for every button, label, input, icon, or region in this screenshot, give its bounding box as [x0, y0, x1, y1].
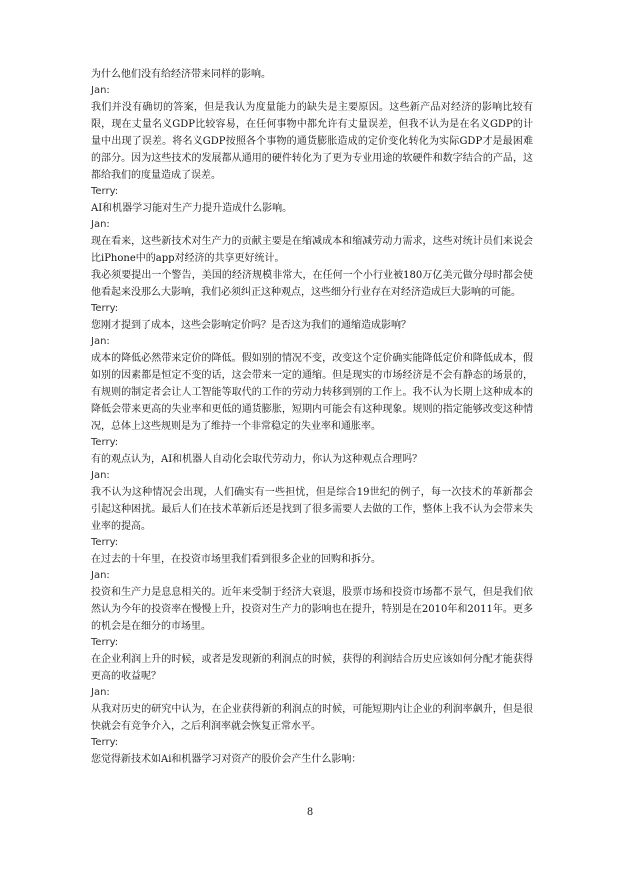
paragraph: 从我对历史的研究中认为，在企业获得新的利润点的时候，可能短期内让企业的利润率飙升，但是很快就会有竞争介入，之后利润率就会恢复正常水平。 — [91, 704, 533, 732]
interview-transcript — [91, 66, 533, 768]
speaker-label: Jan: — [91, 336, 110, 347]
paragraph: 现在看来，这些新技术对生产力的贡献主要是在缩减成本和缩减劳动力需求，这些对统计员们来说会比iPhone中的app对经济的共享更好统计。 — [91, 236, 533, 264]
paragraph: 我必须要提出一个警告，美国的经济规模非常大，在任何一个小行业被180万亿美元做分母时都会使他看起来没那么大影响，我们必须纠正这种观点，这些细分行业存在对经济造成巨大影响的可能。 — [91, 270, 533, 298]
paragraph: 您刚才提到了成本，这些会影响定价吗？是否这为我们的通缩造成影响？ — [91, 320, 411, 331]
paragraph: 在企业利润上升的时候，或者是发现新的利润点的时候，获得的利润结合历史应该如何分配才能获得更高的收益呢？ — [91, 654, 533, 682]
speaker-label: Jan: — [91, 470, 110, 481]
speaker-label: Terry: — [91, 637, 119, 648]
paragraph: 我不认为这种情况会出现，人们确实有一些担忧，但是综合19世纪的例子，每一次技术的革新都会引起这种困扰。最后人们在技术革新后还是找到了很多需要人去做的工作，整体上我不认为会带来失业率的提高。 — [91, 487, 533, 532]
paragraph: 有的观点认为，AI和机器人自动化会取代劳动力，你认为这种观点合理吗？ — [91, 454, 423, 465]
page-number: 8 — [306, 807, 314, 818]
speaker-label: Jan: — [91, 85, 110, 96]
speaker-label: Jan: — [91, 687, 110, 698]
speaker-label: Terry: — [91, 303, 119, 314]
paragraph: 为什么他们没有给经济带来同样的影响。 — [91, 69, 271, 80]
paragraph: 投资和生产力是息息相关的。近年来受制于经济大衰退，股票市场和投资市场都不景气，但是我们依然认为今年的投资率在慢慢上升，投资对生产力的影响也在提升，特别是在2010年和2011年。更多的机会是在细分的市场里。 — [91, 587, 533, 632]
speaker-label: Terry: — [91, 437, 119, 448]
speaker-label: Terry: — [91, 537, 119, 548]
paragraph: 成本的降低必然带来定价的降低。假如别的情况不变，改变这个定价确实能降低定价和降低成本，假如别的因素都是恒定不变的话，这会带来一定的通缩。但是现实的市场经济是不会有静态的场景的，有规则的制定者会让人工智能等取代的工作的劳动力转移到别的工作上。我不认为长期上这种成本的降低会带来更高的失业率和更低的通货膨胀，短期内可能会有这种现象。规则的指定能够改变这种情况，总体上这些规则是为了维持一个非常稳定的失业率和通胀率。 — [91, 353, 533, 432]
speaker-label: Terry: — [91, 737, 119, 748]
speaker-label: Jan: — [91, 570, 110, 581]
speaker-label: Terry: — [91, 186, 119, 197]
paragraph: AI和机器学习能对生产力提升造成什么影响。 — [91, 203, 293, 214]
paragraph: 您觉得新技术如Ai和机器学习对资产的股价会产生什么影响： — [91, 754, 362, 765]
paragraph: 我们并没有确切的答案，但是我认为度量能力的缺失是主要原因。这些新产品对经济的影响比较有限，现在丈量名义GDP比较容易，在任何事物中都允许有丈量误差，但我不认为是在名义GDP的计量中出现了误差。将名义GDP按照各个事物的通货膨胀造成的定价变化转化为实际GDP才是最困难的部分。因为这些技术的发展都从通用的硬件转化为了更为专业用途的软硬件和数字结合的产品，这都给我们的度量造成了误差。 — [91, 102, 533, 181]
paragraph: 在过去的十年里，在投资市场里我们看到很多企业的回购和拆分。 — [91, 554, 381, 565]
speaker-label: Jan: — [91, 219, 110, 230]
